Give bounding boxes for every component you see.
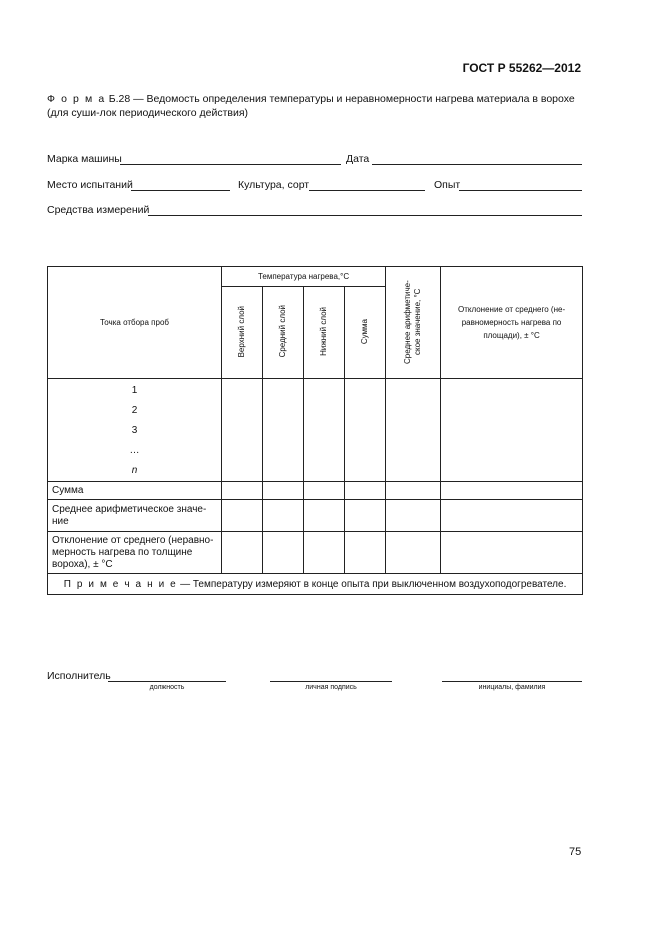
page-number: 75: [569, 846, 582, 858]
table-cell[interactable]: [386, 532, 441, 574]
test-place-line[interactable]: [131, 190, 230, 191]
date-label: Дата: [346, 153, 370, 165]
table-cell[interactable]: [345, 500, 386, 532]
name-caption: инициалы, фамилия: [478, 684, 546, 691]
table-cell[interactable]: [441, 500, 583, 532]
col-middle: Средний слой: [278, 305, 287, 358]
col-upper-header: [222, 287, 263, 379]
experiment-line[interactable]: [459, 190, 582, 191]
form-title-text: Б.28 — Ведомость определения температуры и неравномерности нагрева материала в ворохе (для суши-лок периодического действия): [47, 93, 575, 119]
note-text: — Температуру измеряют в конце опыта при выключенном воздухоподогревателе.: [180, 578, 567, 590]
table-cell[interactable]: [441, 482, 583, 500]
table-cell[interactable]: [441, 532, 583, 574]
executor-label: Исполнитель: [47, 670, 111, 682]
col-lower-header: [304, 287, 345, 379]
table-cell[interactable]: [263, 379, 304, 482]
row-number: 3: [131, 425, 138, 436]
form-title-prefix: Ф о р м а: [47, 93, 106, 105]
date-line[interactable]: [372, 164, 582, 165]
row-number: 2: [131, 405, 138, 416]
col-sampling-point: Точка отбора проб: [48, 267, 222, 379]
test-place-label: Место испытаний: [47, 179, 133, 191]
row-deviation-label: Отклонение от среднего (неравно-мерность нагрева по толщине вороха), ± °С: [48, 532, 222, 574]
signature-caption: личная подпись: [305, 684, 357, 691]
document-code: ГОСТ Р 55262—2012: [462, 61, 581, 75]
row-number: …: [129, 445, 140, 456]
table-cell[interactable]: [304, 500, 345, 532]
table-cell[interactable]: [386, 379, 441, 482]
table-cell[interactable]: [263, 532, 304, 574]
table-note: [48, 574, 583, 595]
crop-variety-line[interactable]: [309, 190, 425, 191]
col-mean-header: [386, 267, 441, 379]
row-mean-label: Среднее арифметическое значе-ние: [48, 500, 222, 532]
table-cell[interactable]: [386, 500, 441, 532]
table-cell[interactable]: [345, 482, 386, 500]
col-sum-header: [345, 287, 386, 379]
table-cell[interactable]: [222, 379, 263, 482]
table-cell[interactable]: [263, 500, 304, 532]
table-cell[interactable]: [263, 482, 304, 500]
row-numbers-cell: [48, 379, 222, 482]
col-mean: Среднее арифметиче-ское значение, °С: [403, 279, 423, 364]
instruments-line[interactable]: [148, 215, 582, 216]
crop-variety-label: Культура, сорт: [238, 179, 310, 191]
table-cell[interactable]: [222, 500, 263, 532]
table-cell[interactable]: [345, 379, 386, 482]
table-cell[interactable]: [345, 532, 386, 574]
note-label: П р и м е ч а н и е: [63, 578, 178, 590]
table-cell[interactable]: [386, 482, 441, 500]
position-caption: должность: [149, 684, 185, 691]
col-temp-group: Температура нагрева,°С: [222, 267, 386, 287]
name-line[interactable]: [442, 681, 582, 682]
table-cell[interactable]: [304, 482, 345, 500]
col-middle-header: [263, 287, 304, 379]
signature-line[interactable]: [270, 681, 392, 682]
table-cell[interactable]: [222, 482, 263, 500]
machine-brand-line[interactable]: [120, 164, 341, 165]
col-lower: Нижний слой: [319, 307, 328, 356]
row-sum-label: Сумма: [48, 482, 222, 500]
table-note-row: [48, 574, 583, 595]
col-sum: Сумма: [360, 318, 370, 345]
table-cell[interactable]: [304, 379, 345, 482]
table-row: [48, 379, 583, 482]
machine-brand-label: Марка машины: [47, 153, 122, 165]
row-number: 1: [131, 385, 138, 396]
table-row: [48, 500, 583, 532]
form-title: [47, 92, 582, 120]
table-row: [48, 482, 583, 500]
temperature-table: [47, 266, 583, 595]
table-cell[interactable]: [441, 379, 583, 482]
position-line[interactable]: [108, 681, 226, 682]
table-cell[interactable]: [222, 532, 263, 574]
col-deviation: Отклонение от среднего (не-равномерность нагрева по площади), ± °С: [441, 267, 583, 379]
table-row: [48, 532, 583, 574]
row-number: n: [131, 465, 138, 476]
instruments-label: Средства измерений: [47, 204, 150, 216]
experiment-label: Опыт: [434, 179, 461, 191]
table-cell[interactable]: [304, 532, 345, 574]
col-upper: Верхний слой: [237, 305, 246, 358]
